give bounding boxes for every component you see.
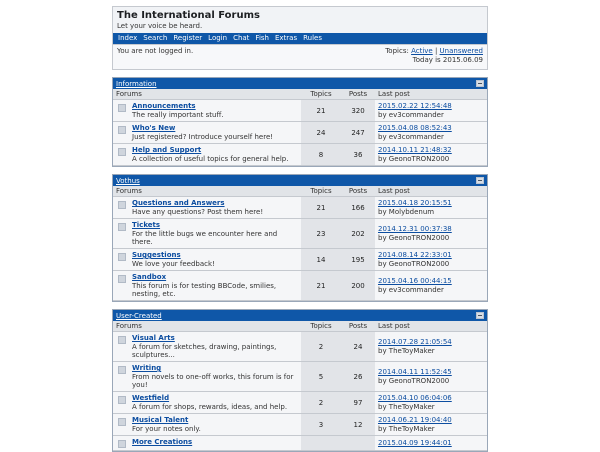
forum-name-link[interactable]: Writing bbox=[132, 364, 162, 372]
forum-description: From novels to one-off works, this forum is for you! bbox=[132, 373, 294, 389]
forum-read-icon bbox=[118, 275, 126, 283]
posts-count: 195 bbox=[341, 249, 375, 271]
last-post-link[interactable]: 2015.02.22 12:54:48 bbox=[378, 101, 452, 110]
last-post-cell bbox=[375, 100, 487, 122]
last-post-link[interactable]: 2015.04.16 00:44:15 bbox=[378, 276, 452, 285]
category-block bbox=[112, 77, 488, 167]
nav-index[interactable]: Index bbox=[118, 34, 138, 42]
table-row bbox=[113, 414, 487, 436]
posts-count: 97 bbox=[341, 392, 375, 414]
forum-read-icon bbox=[118, 223, 126, 231]
nav-search[interactable]: Search bbox=[143, 34, 168, 42]
forum-cell bbox=[113, 100, 301, 122]
nav-extras[interactable]: Extras bbox=[274, 34, 298, 42]
nav-rules[interactable]: Rules bbox=[303, 34, 322, 42]
posts-count: 36 bbox=[341, 144, 375, 166]
last-post-author: by TheToyMaker bbox=[378, 424, 435, 433]
posts-count: 26 bbox=[341, 362, 375, 392]
categories bbox=[112, 77, 488, 452]
col-topics: Topics bbox=[301, 89, 341, 100]
forum-cell bbox=[113, 144, 301, 166]
nav-bar bbox=[113, 33, 487, 44]
topics-count: 2 bbox=[301, 332, 341, 362]
forum-description: A collection of useful topics for general help. bbox=[132, 155, 289, 163]
forum-name-link[interactable]: Visual Arts bbox=[132, 334, 175, 342]
forum-cell bbox=[113, 219, 301, 249]
last-post-link[interactable]: 2015.04.10 06:04:06 bbox=[378, 393, 452, 402]
login-status: You are not logged in. bbox=[117, 47, 194, 55]
posts-count: 12 bbox=[341, 414, 375, 436]
posts-count: 200 bbox=[341, 271, 375, 301]
last-post-link[interactable]: 2014.08.14 22:33:01 bbox=[378, 250, 452, 259]
forum-cell bbox=[113, 271, 301, 301]
forum-read-icon bbox=[118, 336, 126, 344]
forum-name-link[interactable]: Musical Talent bbox=[132, 416, 189, 424]
last-post-cell bbox=[375, 271, 487, 301]
col-forums: Forums bbox=[113, 186, 301, 197]
topics-count bbox=[301, 436, 341, 451]
forum-description: This forum is for testing BBCode, smilies, nesting, etc. bbox=[132, 282, 277, 298]
posts-count: 202 bbox=[341, 219, 375, 249]
forum-description: The really important stuff. bbox=[132, 111, 224, 119]
unanswered-topics-link[interactable]: Unanswered bbox=[439, 47, 483, 55]
collapse-icon[interactable] bbox=[476, 177, 484, 184]
forum-name-link[interactable]: Questions and Answers bbox=[132, 199, 225, 207]
site-title[interactable]: The International Forums bbox=[117, 10, 260, 21]
forum-description: For your notes only. bbox=[132, 425, 201, 433]
forum-cell bbox=[113, 414, 301, 436]
forum-table bbox=[113, 186, 487, 301]
last-post-link[interactable]: 2014.06.21 19:04:40 bbox=[378, 415, 452, 424]
col-topics: Topics bbox=[301, 186, 341, 197]
forum-description: Just registered? Introduce yourself here! bbox=[132, 133, 274, 141]
topics-count: 23 bbox=[301, 219, 341, 249]
last-post-author: by ev3commander bbox=[378, 285, 444, 294]
forum-read-icon bbox=[118, 148, 126, 156]
last-post-author: by GeonoTRON2000 bbox=[378, 376, 450, 385]
col-posts: Posts bbox=[341, 89, 375, 100]
collapse-icon[interactable] bbox=[476, 80, 484, 87]
topics-count: 21 bbox=[301, 100, 341, 122]
table-row bbox=[113, 100, 487, 122]
topics-separator: | bbox=[432, 47, 440, 55]
last-post-author: by TheToyMaker bbox=[378, 402, 435, 411]
forum-cell bbox=[113, 197, 301, 219]
category-header bbox=[113, 175, 487, 186]
forum-page bbox=[112, 6, 488, 452]
last-post-link[interactable]: 2014.12.31 00:37:38 bbox=[378, 224, 452, 233]
header bbox=[112, 6, 488, 70]
last-post-cell bbox=[375, 362, 487, 392]
category-title-link[interactable]: Information bbox=[116, 79, 157, 88]
col-posts: Posts bbox=[341, 321, 375, 332]
topics-count: 21 bbox=[301, 271, 341, 301]
category-block bbox=[112, 309, 488, 452]
forum-table bbox=[113, 89, 487, 166]
last-post-link[interactable]: 2015.04.08 08:52:43 bbox=[378, 123, 452, 132]
last-post-link[interactable]: 2015.04.18 20:15:51 bbox=[378, 198, 452, 207]
last-post-author: by TheToyMaker bbox=[378, 346, 435, 355]
last-post-link[interactable]: 2014.04.11 11:52:45 bbox=[378, 367, 452, 376]
topics-count: 8 bbox=[301, 144, 341, 166]
table-header-row bbox=[113, 89, 487, 100]
forum-name-link[interactable]: Suggestions bbox=[132, 251, 181, 259]
table-row bbox=[113, 249, 487, 271]
forum-name-link[interactable]: Tickets bbox=[132, 221, 161, 229]
forum-read-icon bbox=[118, 104, 126, 112]
last-post-link[interactable]: 2014.07.28 21:05:54 bbox=[378, 337, 452, 346]
forum-name-link[interactable]: Westfield bbox=[132, 394, 170, 402]
forum-cell bbox=[113, 436, 301, 451]
forum-read-icon bbox=[118, 418, 126, 426]
topics-count: 21 bbox=[301, 197, 341, 219]
brand bbox=[113, 7, 487, 33]
last-post-cell bbox=[375, 414, 487, 436]
topics-label: Topics: bbox=[385, 47, 409, 55]
category-header bbox=[113, 310, 487, 321]
last-post-author: by Molybdenum bbox=[378, 207, 435, 216]
col-last-post: Last post bbox=[375, 321, 487, 332]
category-header bbox=[113, 78, 487, 89]
category-block bbox=[112, 174, 488, 302]
forum-cell bbox=[113, 249, 301, 271]
forum-description: A forum for sketches, drawing, paintings, sculptures... bbox=[132, 343, 277, 359]
category-title-link[interactable]: User-Created bbox=[116, 311, 162, 320]
last-post-cell bbox=[375, 436, 487, 451]
table-header-row bbox=[113, 321, 487, 332]
col-forums: Forums bbox=[113, 89, 301, 100]
nav-chat[interactable]: Chat bbox=[233, 34, 250, 42]
last-post-cell bbox=[375, 122, 487, 144]
forum-description: Have any questions? Post them here! bbox=[132, 208, 264, 216]
forum-cell bbox=[113, 122, 301, 144]
col-last-post: Last post bbox=[375, 186, 487, 197]
forum-name-link[interactable]: More Creations bbox=[132, 438, 193, 446]
posts-count: 166 bbox=[341, 197, 375, 219]
forum-read-icon bbox=[118, 440, 126, 448]
last-post-author: by ev3commander bbox=[378, 110, 444, 119]
nav-register[interactable]: Register bbox=[173, 34, 203, 42]
active-topics-link[interactable]: Active bbox=[411, 47, 433, 55]
posts-count: 320 bbox=[341, 100, 375, 122]
table-header-row bbox=[113, 186, 487, 197]
collapse-icon[interactable] bbox=[476, 312, 484, 319]
table-row bbox=[113, 271, 487, 301]
posts-count bbox=[341, 436, 375, 451]
forum-table bbox=[113, 321, 487, 451]
nav-fish[interactable]: Fish bbox=[255, 34, 269, 42]
last-post-link[interactable]: 2015.04.09 19:44:01 bbox=[378, 438, 452, 447]
table-row bbox=[113, 144, 487, 166]
forum-name-link[interactable]: Sandbox bbox=[132, 273, 167, 281]
last-post-author: by GeonoTRON2000 bbox=[378, 154, 450, 163]
category-title-link[interactable]: Vothus bbox=[116, 176, 140, 185]
last-post-cell bbox=[375, 332, 487, 362]
nav-login[interactable]: Login bbox=[208, 34, 228, 42]
table-row bbox=[113, 122, 487, 144]
topics-count: 14 bbox=[301, 249, 341, 271]
last-post-author: by ev3commander bbox=[378, 132, 444, 141]
table-row bbox=[113, 219, 487, 249]
table-row bbox=[113, 436, 487, 451]
topics-count: 24 bbox=[301, 122, 341, 144]
forum-description: For the little bugs we encounter here and there. bbox=[132, 230, 278, 246]
site-tagline: Let your voice be heard. bbox=[117, 22, 203, 30]
topics-count: 2 bbox=[301, 392, 341, 414]
col-last-post: Last post bbox=[375, 89, 487, 100]
last-post-cell bbox=[375, 392, 487, 414]
table-row bbox=[113, 197, 487, 219]
last-post-cell bbox=[375, 249, 487, 271]
forum-read-icon bbox=[118, 126, 126, 134]
last-post-cell bbox=[375, 219, 487, 249]
topics-count: 5 bbox=[301, 362, 341, 392]
forum-cell bbox=[113, 362, 301, 392]
table-row bbox=[113, 362, 487, 392]
last-post-author: by GeonoTRON2000 bbox=[378, 259, 450, 268]
forum-description: A forum for shops, rewards, ideas, and help. bbox=[132, 403, 288, 411]
last-post-link[interactable]: 2014.10.11 21:48:32 bbox=[378, 145, 452, 154]
forum-name-link[interactable]: Announcements bbox=[132, 102, 196, 110]
posts-count: 247 bbox=[341, 122, 375, 144]
forum-name-link[interactable]: Who's New bbox=[132, 124, 176, 132]
forum-name-link[interactable]: Help and Support bbox=[132, 146, 202, 154]
forum-read-icon bbox=[118, 253, 126, 261]
forum-cell bbox=[113, 332, 301, 362]
posts-count: 24 bbox=[341, 332, 375, 362]
topics-info bbox=[385, 47, 483, 67]
forum-read-icon bbox=[118, 396, 126, 404]
forum-description: We love your feedback! bbox=[132, 260, 215, 268]
last-post-author: by GeonoTRON2000 bbox=[378, 233, 450, 242]
forum-read-icon bbox=[118, 366, 126, 374]
col-forums: Forums bbox=[113, 321, 301, 332]
today-date: Today is 2015.06.09 bbox=[412, 56, 483, 64]
table-row bbox=[113, 332, 487, 362]
topics-count: 3 bbox=[301, 414, 341, 436]
col-topics: Topics bbox=[301, 321, 341, 332]
last-post-cell bbox=[375, 197, 487, 219]
table-row bbox=[113, 392, 487, 414]
last-post-cell bbox=[375, 144, 487, 166]
forum-cell bbox=[113, 392, 301, 414]
forum-read-icon bbox=[118, 201, 126, 209]
status-bar bbox=[113, 44, 487, 69]
col-posts: Posts bbox=[341, 186, 375, 197]
